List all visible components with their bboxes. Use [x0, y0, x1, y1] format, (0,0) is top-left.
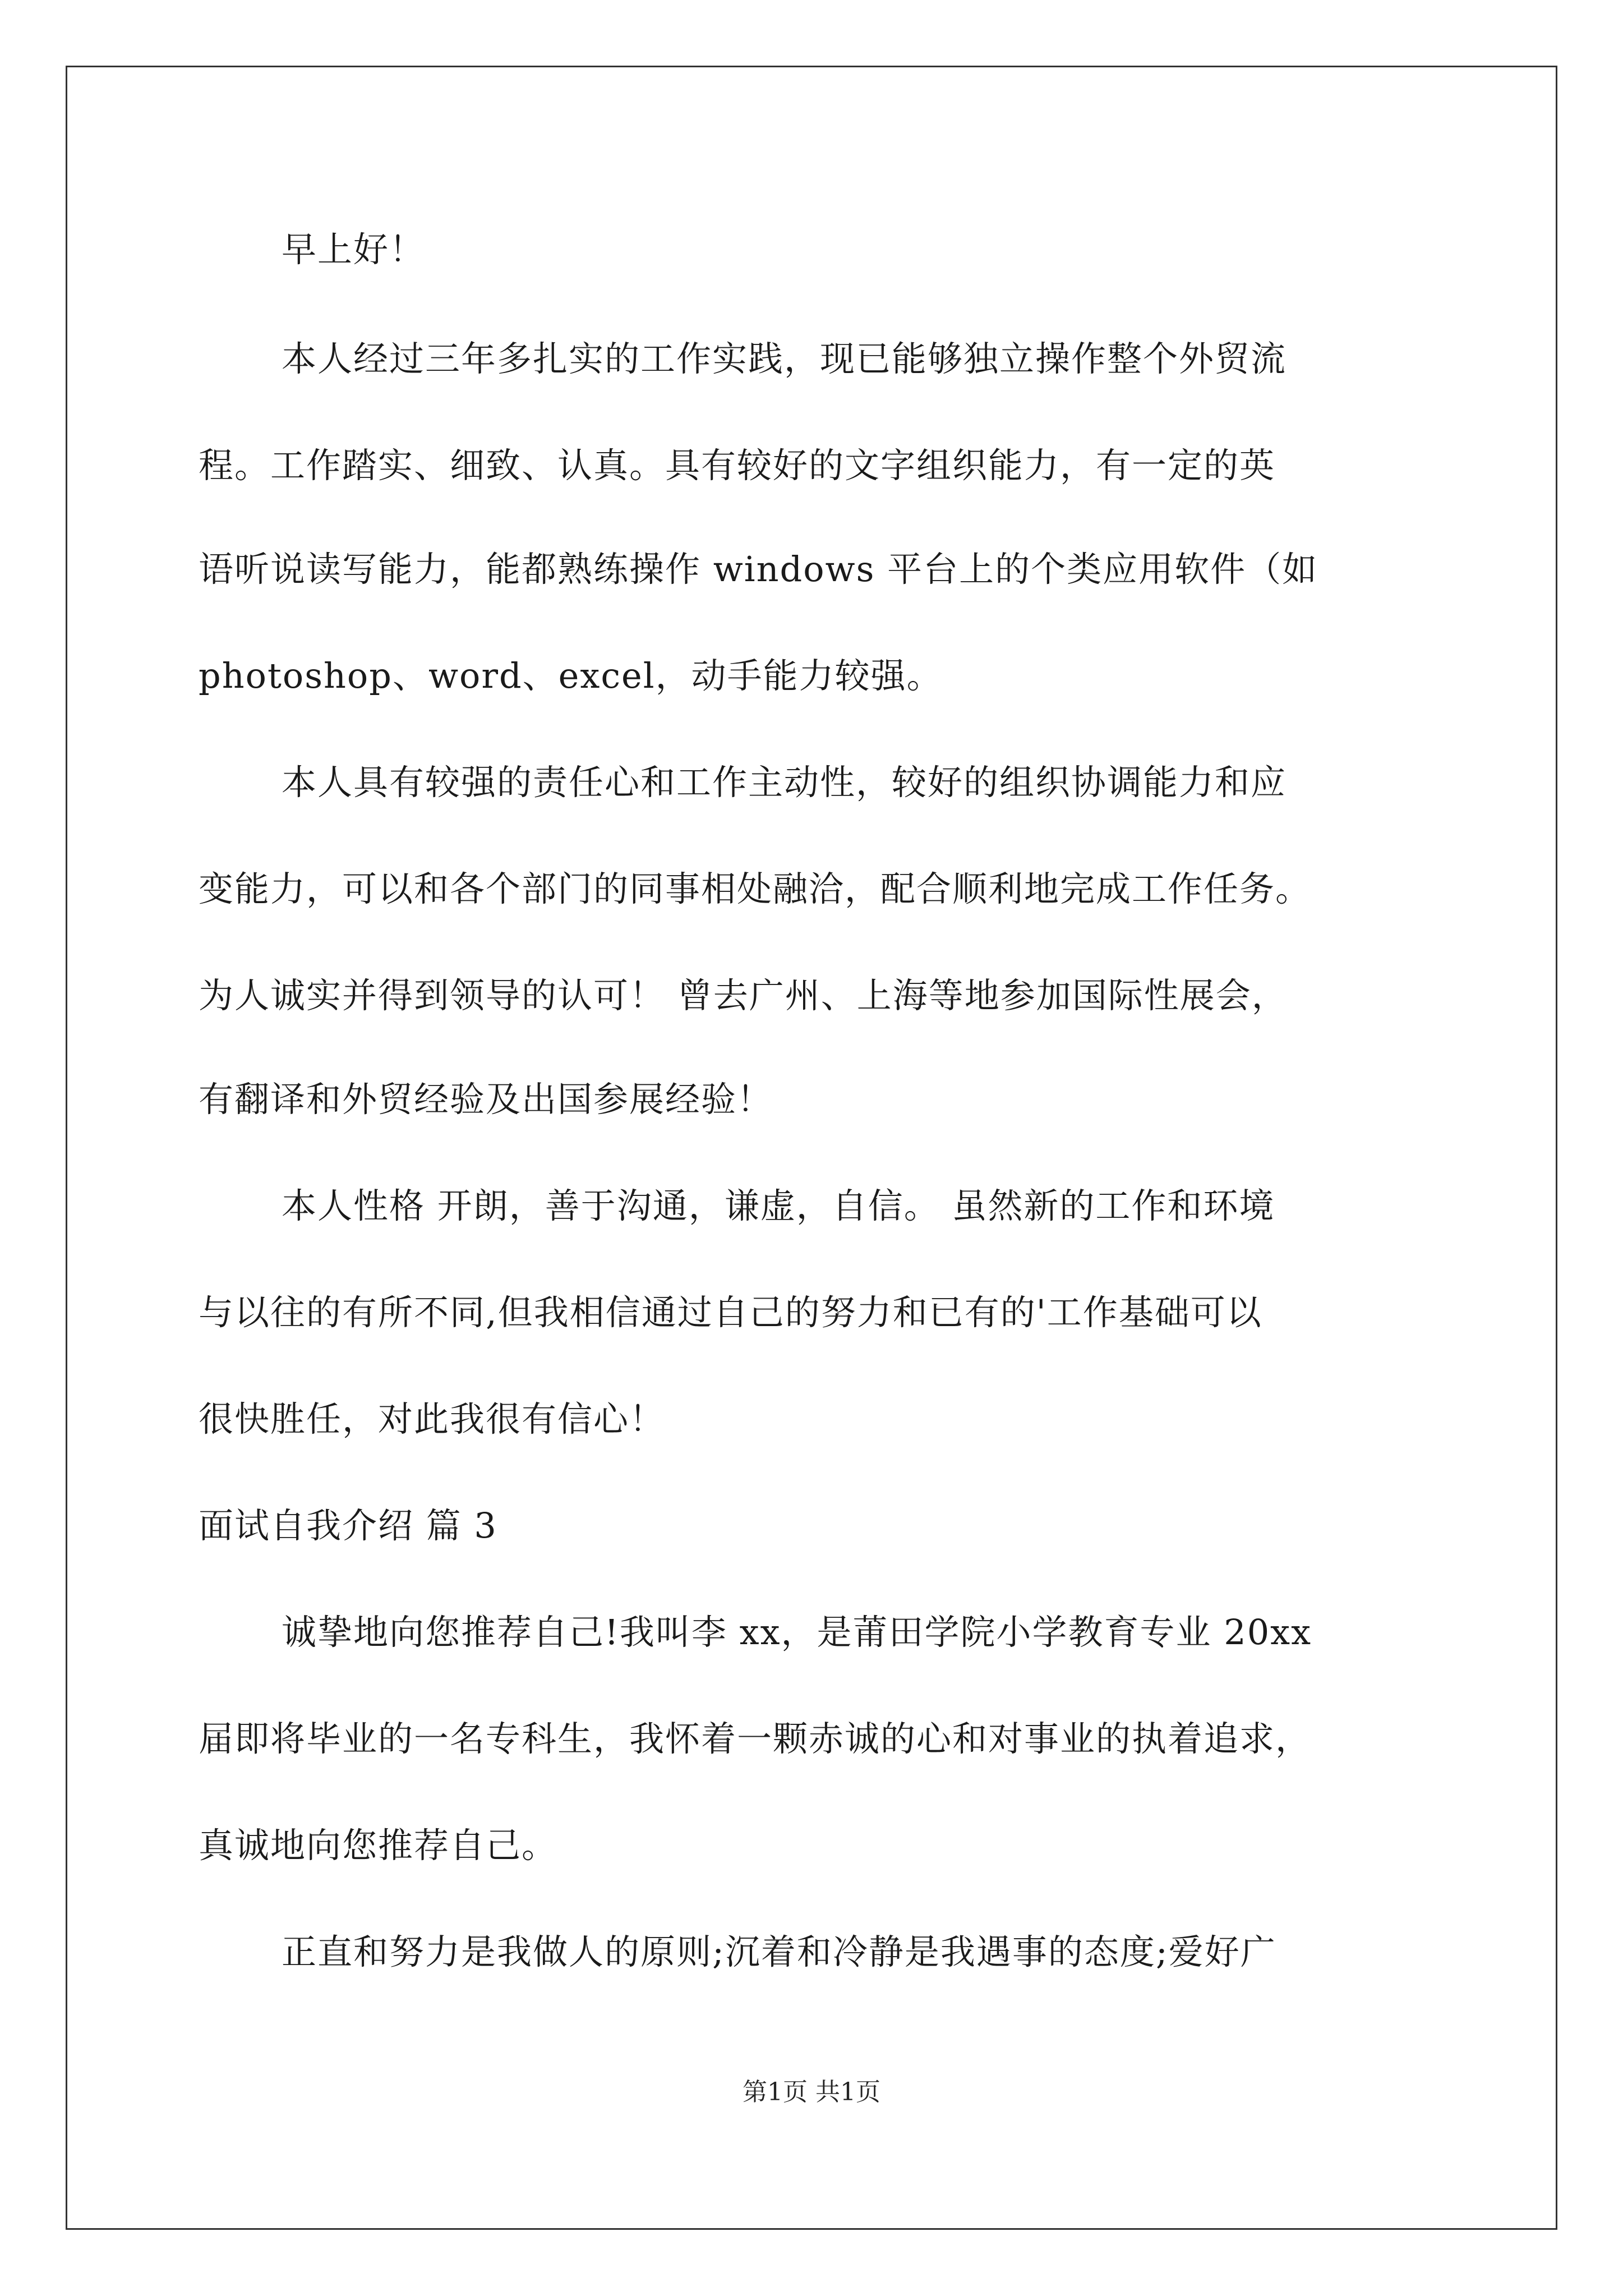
paragraph-line: 本人具有较强的责任心和工作主动性，较好的组织协调能力和应	[282, 762, 1287, 803]
paragraph-line: 本人性格 开朗，善于沟通，谦虚，自信。 虽然新的工作和环境	[282, 1185, 1275, 1226]
paragraph-line: 诚挚地向您推荐自己!我叫李 xx，是莆田学院小学教育专业 20xx	[282, 1612, 1312, 1653]
section-heading: 面试自我介绍 篇 3	[199, 1505, 497, 1546]
paragraph-line: 与以往的有所不同,但我相信通过自己的努力和已有的'工作基础可以	[199, 1292, 1262, 1333]
paragraph-line: 本人经过三年多扎实的工作实践，现已能够独立操作整个外贸流	[282, 338, 1287, 379]
paragraph-line: 程。工作踏实、细致、认真。具有较好的文字组织能力，有一定的英	[199, 445, 1276, 486]
paragraph-line: 很快胜任，对此我很有信心！	[199, 1398, 666, 1439]
paragraph-line: 有翻译和外贸经验及出国参展经验！	[199, 1079, 773, 1120]
paragraph-line: 变能力，可以和各个部门的同事相处融洽，配合顺利地完成工作任务。	[199, 868, 1312, 909]
paragraph-line: 届即将毕业的一名专科生，我怀着一颗赤诚的心和对事业的执着追求，	[199, 1718, 1312, 1759]
paragraph-line: 正直和努力是我做人的原则;沉着和冷静是我遇事的态度;爱好广	[282, 1931, 1276, 1972]
paragraph-line: 为人诚实并得到领导的认可！ 曾去广州、上海等地参加国际性展会，	[199, 975, 1288, 1016]
greeting-line: 早上好！	[282, 229, 426, 270]
paragraph-line: photoshop、word、excel，动手能力较强。	[199, 655, 943, 696]
page-border	[66, 66, 1557, 2230]
paragraph-line: 真诚地向您推荐自己。	[199, 1825, 558, 1866]
paragraph-line: 语听说读写能力，能都熟练操作 windows 平台上的个类应用软件（如	[199, 549, 1318, 590]
page-footer: 第1页 共1页	[743, 2078, 880, 2106]
